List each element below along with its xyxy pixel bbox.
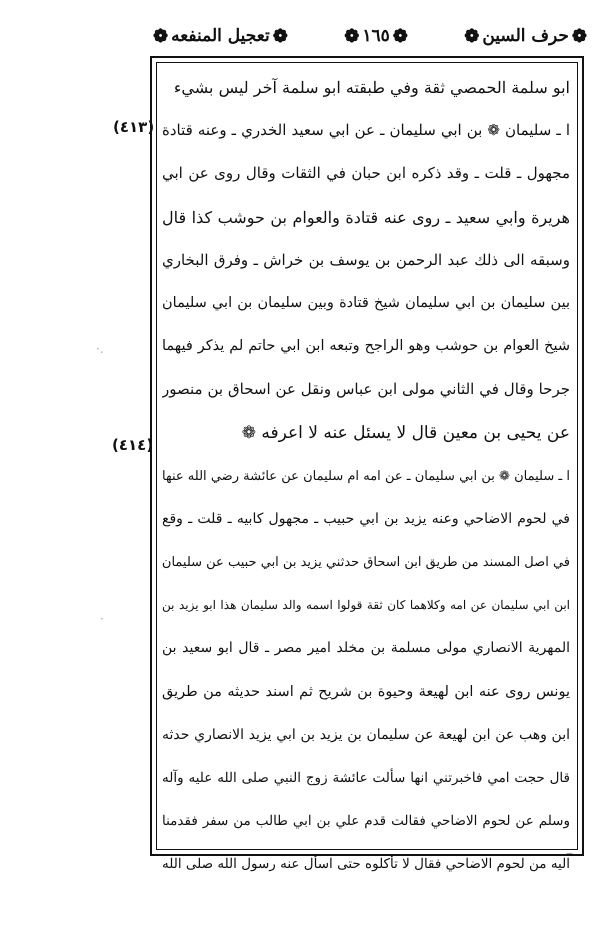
page-number: ١٦٥ (362, 26, 390, 46)
ornament-icon: ❁ (571, 25, 587, 47)
running-header (150, 18, 590, 54)
text-line: مجهول ـ قلت ـ وقد ذكره ابن حبان في الثقات وقال روى عن ابي (162, 164, 570, 183)
text-line: هريرة وابي سعيد ـ روى عنه قتادة والعوام بن حوشب كذا قال (162, 207, 570, 227)
text-line: قال حجت امي فاخبرتني انها سألت عائشة زوج النبي صلى الله عليه وآله (162, 770, 570, 786)
section-title: حرف السين (482, 26, 569, 46)
ornament-icon: ❁ (392, 25, 408, 47)
text-line: وسبقه الى ذلك عبد الرحمن بن يوسف بن خراش ـ وفرق البخاري (162, 250, 570, 269)
catchword-mark: – (566, 846, 573, 862)
text-line: المهرية الانصاري مولى مسلمة بن مخلد امير مصر ـ قال ابو سعيد بن (162, 640, 570, 657)
entry-number: (٤١٣) (113, 118, 155, 136)
header-center (341, 26, 411, 47)
header-right (461, 26, 590, 47)
margin-speck: ·. (96, 342, 104, 356)
text-line: بين سليمان بن ابي سليمان شيخ قتادة وبين سليمان بن ابي سليمان (162, 294, 570, 311)
text-line: جرحا وقال في الثاني مولى ابن عباس ونقل عن اسحاق بن منصور (162, 380, 570, 399)
margin-speck: · (100, 612, 104, 626)
ornament-icon: ❁ (464, 25, 480, 47)
ornament-icon: ❁ (153, 25, 169, 47)
body-text (162, 66, 570, 887)
text-line: اليه من لحوم الاضاحي فقال لا تأكلوه حتى اسأل عنه رسول الله صلى الله (162, 856, 570, 873)
text-line: ا ـ سليمان ❁ بن ابي سليمان ـ عن ابي سعيد الخدري ـ وعنه قتادة (162, 121, 570, 140)
ornament-icon: ❁ (272, 25, 288, 47)
text-line: يونس روى عنه ابن لهيعة وحيوة بن شريح ثم اسند حديثه من طريق (162, 683, 570, 700)
text-line: ابن ابي سليمان عن امه وكلاهما كان ثقة قولوا اسمه والد سليمان هذا ابو يزيد بن (162, 598, 570, 613)
text-line: وسلم عن لحوم الاضاحي فقالت قدم علي بن ابي طالب من سفر فقدمنا (162, 813, 570, 830)
header-left (150, 26, 291, 47)
text-line: عن يحيى بن معين قال لا يسئل عنه لا اعرفه ❁ (241, 422, 570, 443)
ornament-icon: ❁ (344, 25, 360, 47)
book-title: تعجيل المنفعه (171, 26, 270, 46)
text-line: في اصل المسند من طريق ابن اسحاق حدثني يزيد بن ابي حبيب عن سليمان (162, 555, 570, 571)
text-line: في لحوم الاضاحي وعنه يزيد بن ابي حبيب ـ مجهول كابيه ـ قلت ـ وقع (162, 510, 570, 527)
text-line: ابو سلمة الحمصي ثقة وفي طبقته ابو سلمة آخر ليس بشيء (173, 78, 570, 97)
text-line: شيخ العوام بن حوشب وهو الراجح وتبعه ابن ابي حاتم لم يذكر فيهما (162, 338, 570, 355)
entry-number: (٤١٤) (112, 436, 154, 454)
text-line: ا ـ سليمان ❁ بن ابي سليمان ـ عن امه ام سليمان عن عائشة رضي الله عنها (162, 468, 570, 484)
text-line: ابن وهب عن ابن لهيعة عن سليمان بن يزيد بن ابي يزيد الانصاري حدثه (162, 726, 570, 743)
